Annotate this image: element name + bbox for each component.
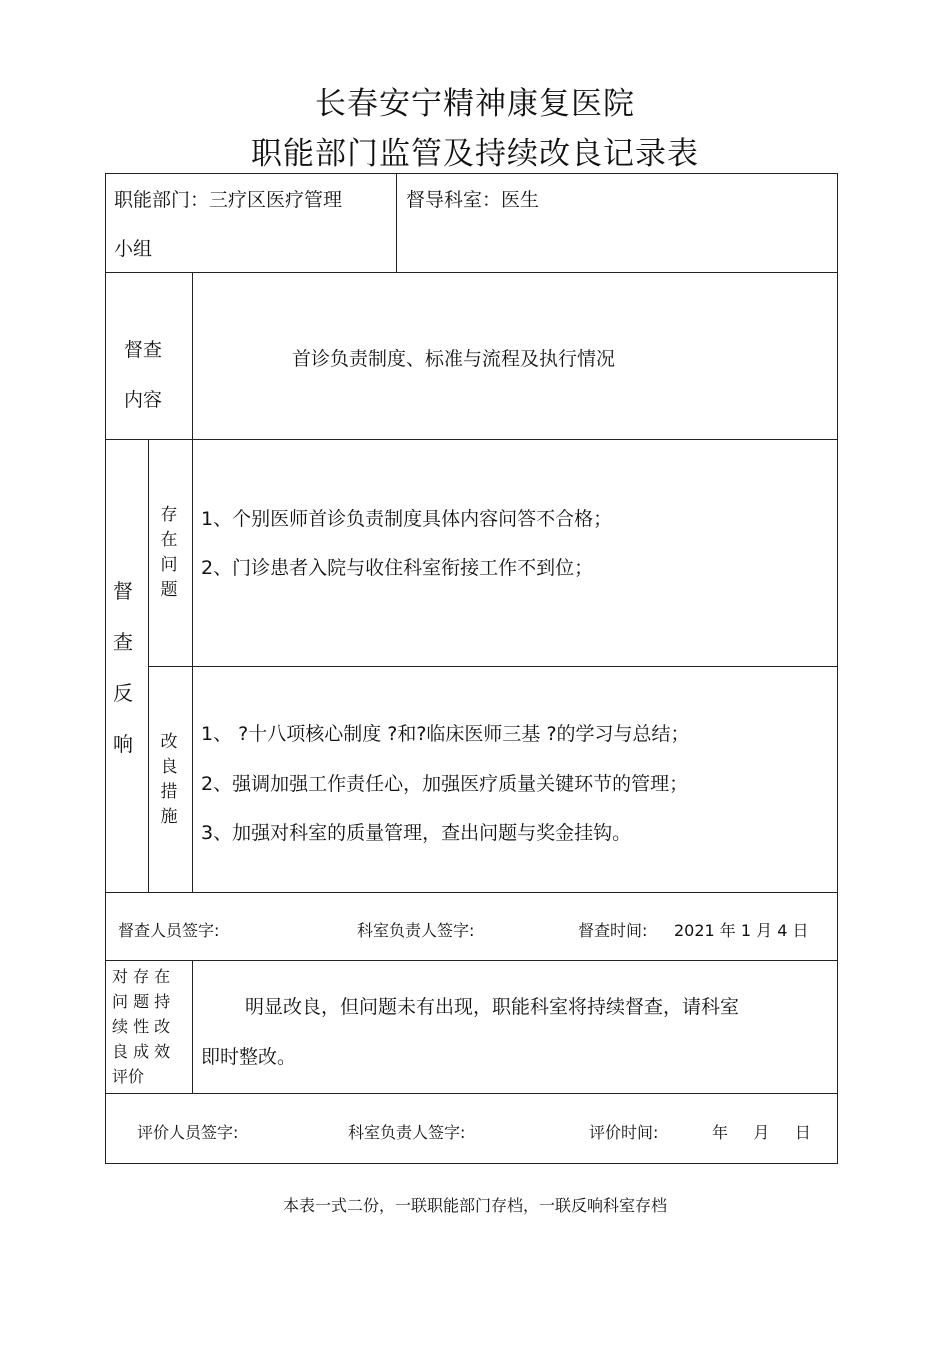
- column-divider: [148, 439, 149, 893]
- footer-note: 本表一式二份，一联职能部门存档，一联反响科室存档: [282, 1196, 667, 1215]
- measure-item: 2、强调加强工作责任心，加强医疗质量关键环节的管理；: [201, 773, 689, 795]
- inspection-date: 2021 年 1 月 4 日: [674, 921, 809, 940]
- department-label-cont: 小组: [114, 238, 153, 260]
- dept-head-signature: 科室负责人签字:: [348, 1123, 466, 1142]
- inspector-signature: 督查人员签字:: [118, 921, 220, 940]
- evaluation-label: 问 题 持: [112, 992, 171, 1011]
- content-label: 督查: [124, 339, 163, 361]
- hospital-title: 长春安宁精神康复医院: [315, 86, 635, 122]
- row-divider: [105, 892, 838, 893]
- measure-item: 1、 ?十八项核心制度 ?和?临床医师三基 ?的学习与总结；: [201, 723, 690, 745]
- form-title: 职能部门监管及持续改良记录表: [251, 136, 699, 172]
- column-divider: [396, 173, 397, 273]
- row-divider: [105, 1093, 838, 1094]
- column-divider: [192, 960, 193, 1094]
- supervised-dept: 督导科室：医生: [406, 189, 540, 211]
- row-divider: [105, 960, 838, 961]
- evaluation-text: 明显改良，但问题未有出现，职能科室将持续督查，请科室: [245, 996, 740, 1018]
- evaluation-label: 良 成 效: [112, 1042, 171, 1061]
- row-divider: [148, 666, 838, 667]
- evaluation-date: 年 月 日: [712, 1123, 811, 1142]
- content-text: 首诊负责制度、标准与流程及执行情况: [292, 348, 616, 370]
- dept-head-signature: 科室负责人签字:: [357, 921, 475, 940]
- row-divider: [105, 439, 838, 440]
- evaluation-text-cont: 即时整改。: [201, 1046, 297, 1068]
- department-label: 职能部门：三疗区医疗管理: [114, 189, 343, 211]
- measure-item: 3、加强对科室的质量管理，查出问题与奖金挂钩。: [201, 822, 632, 844]
- evaluation-time-label: 评价时间:: [589, 1123, 659, 1142]
- column-divider: [192, 272, 193, 893]
- problem-item: 1、个别医师首诊负责制度具体内容问答不合格；: [201, 508, 613, 530]
- problem-item: 2、门诊患者入院与收住科室衔接工作不到位；: [201, 557, 594, 579]
- evaluation-label: 对 存 在: [112, 967, 171, 986]
- problems-label: 存在问题: [160, 505, 178, 600]
- inspection-time-label: 督查时间:: [578, 921, 648, 940]
- content-label: 内容: [124, 389, 163, 411]
- evaluator-signature: 评价人员签字:: [137, 1123, 239, 1142]
- evaluation-label: 评价: [112, 1067, 145, 1086]
- row-divider: [105, 272, 838, 273]
- evaluation-label: 续 性 改: [112, 1017, 171, 1036]
- feedback-label: 督查反响: [113, 579, 133, 756]
- measures-label: 改良措施: [160, 732, 178, 827]
